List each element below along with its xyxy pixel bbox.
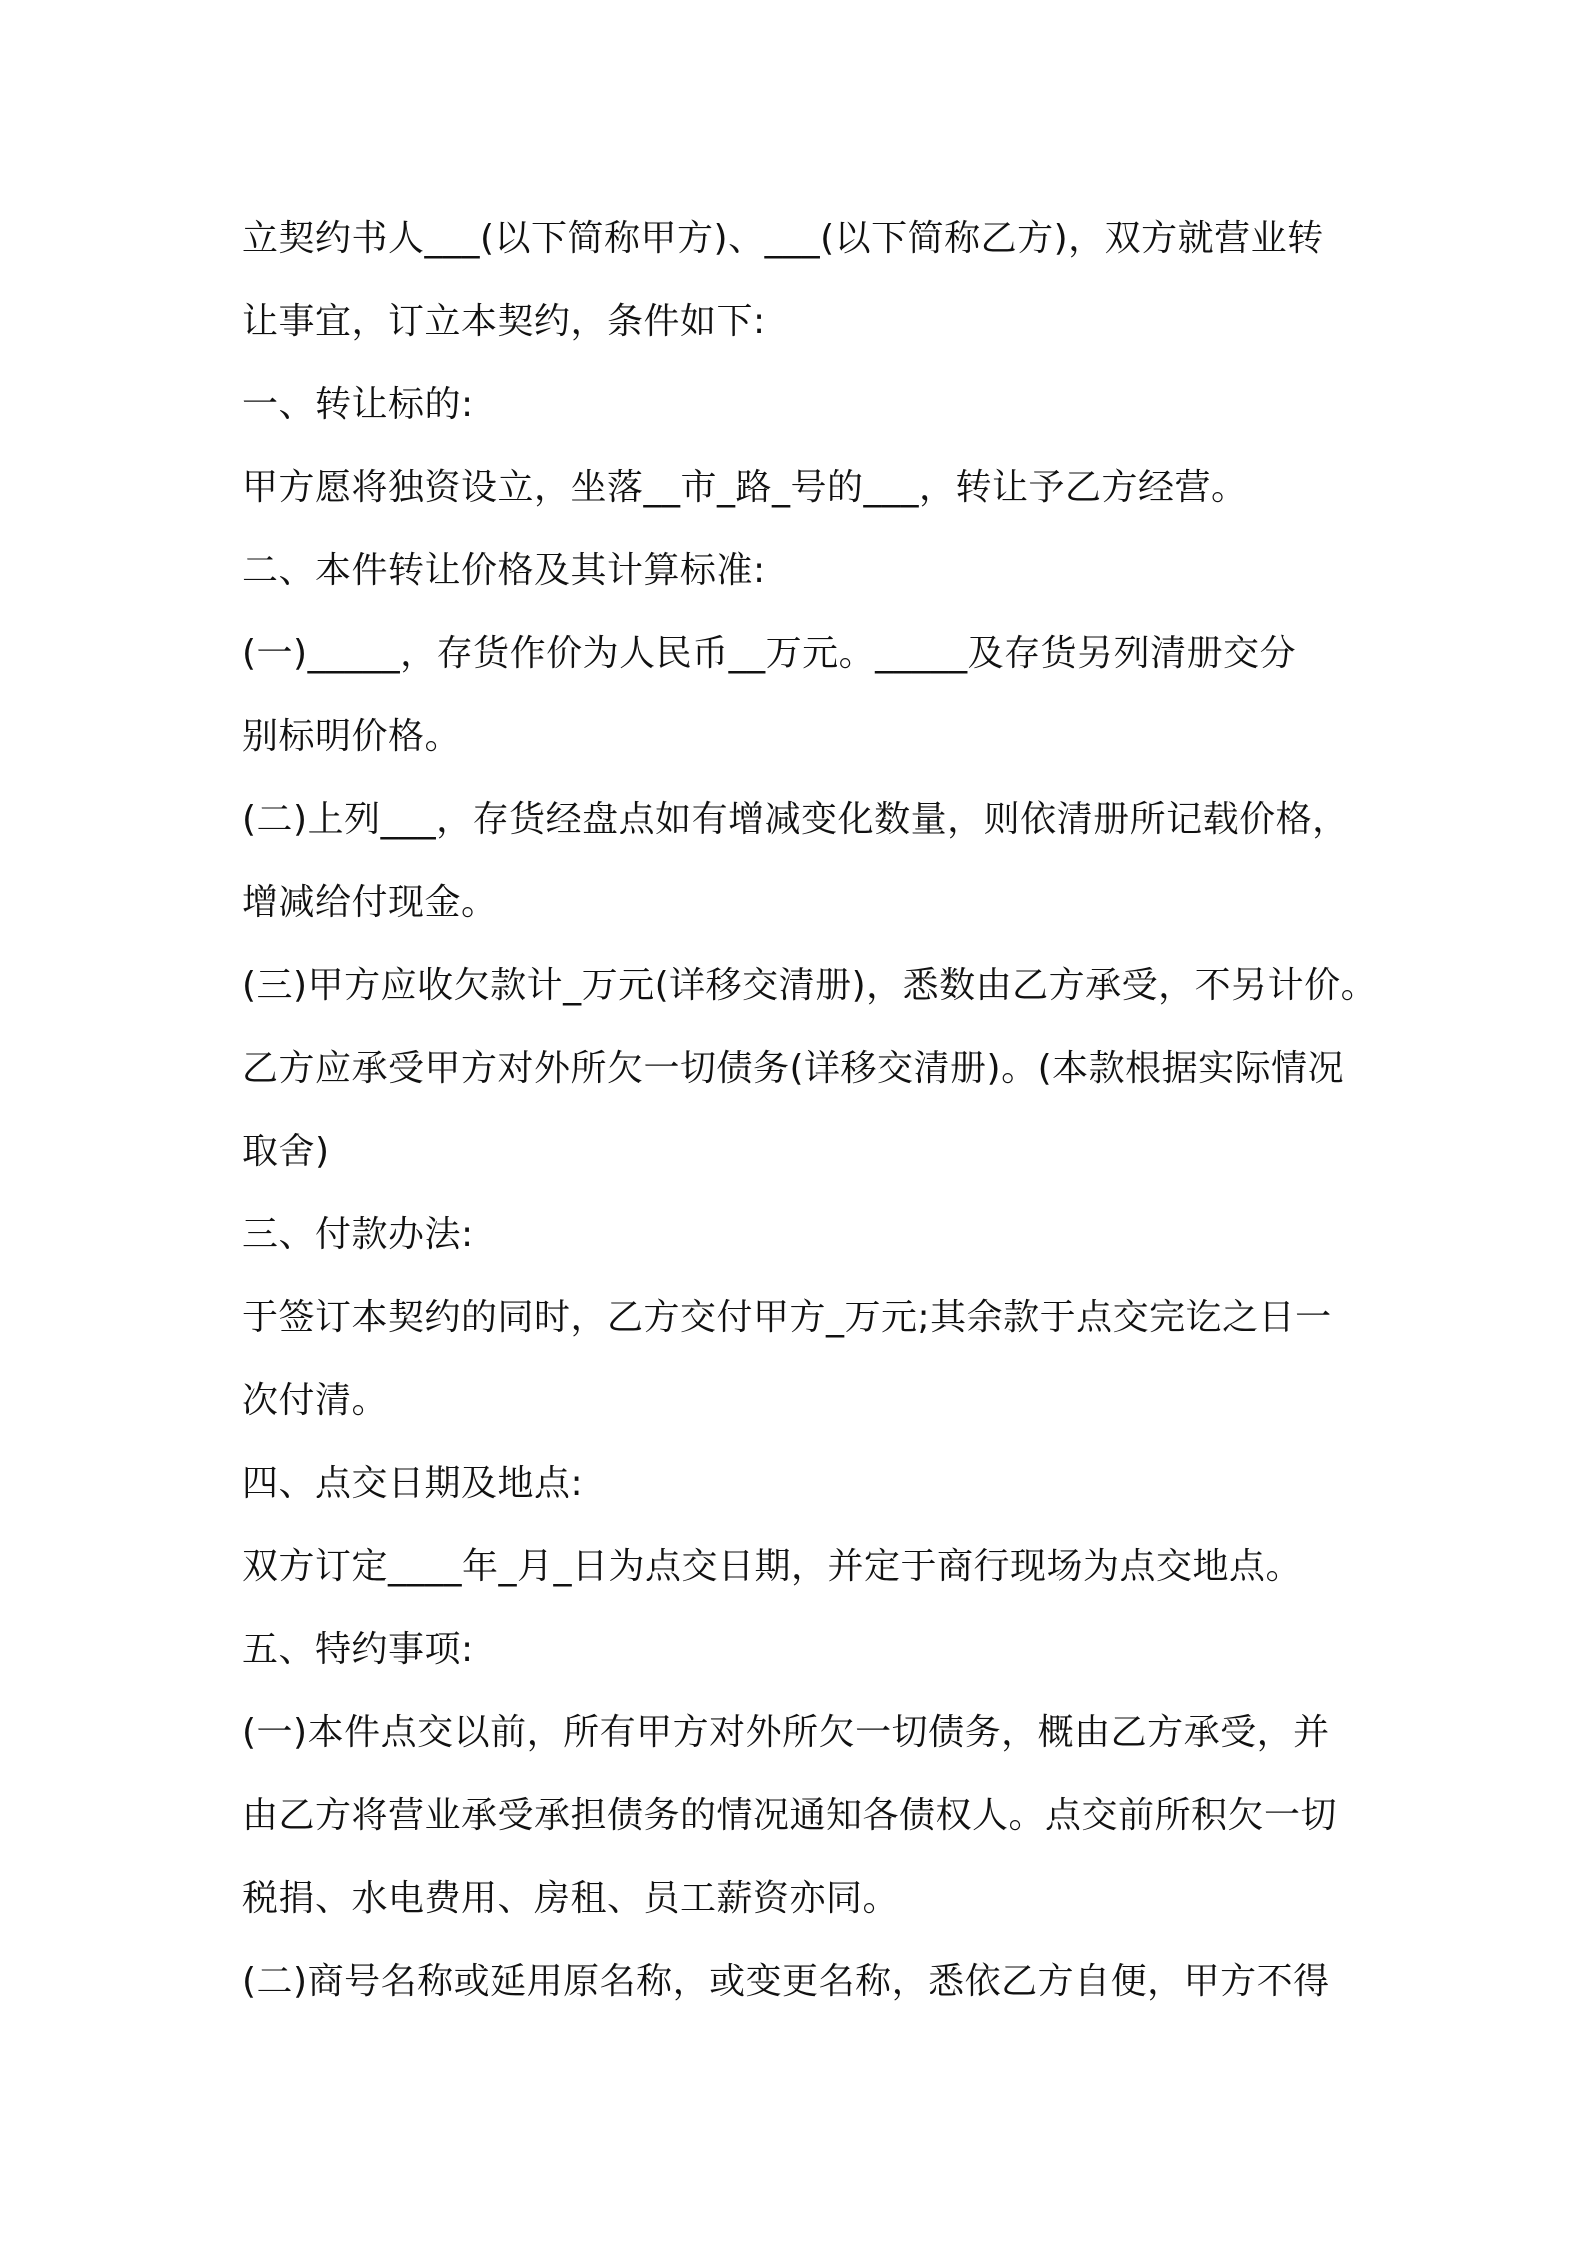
section-heading: 三、付款办法: [242, 1214, 474, 1255]
section-heading: 一、转让标的: [242, 384, 474, 425]
contract-line: (一)_____，存货作价为人民币__万元。_____及存货另列清册交分 [242, 633, 1297, 674]
contract-line: 甲方愿将独资设立，坐落__市_路_号的___，转让予乙方经营。 [242, 467, 1248, 508]
contract-line: 增减给付现金。 [242, 882, 498, 923]
contract-line: (二)商号名称或延用原名称，或变更名称，悉依乙方自便，甲方不得 [242, 1961, 1330, 2002]
contract-line: (一)本件点交以前，所有甲方对外所欠一切债务，概由乙方承受，并 [242, 1712, 1330, 1753]
contract-line: 让事宜，订立本契约，条件如下: [242, 301, 766, 342]
contract-line: (二)上列___，存货经盘点如有增减变化数量，则依清册所记载价格， [242, 799, 1349, 840]
contract-line: 税捐、水电费用、房租、员工薪资亦同。 [242, 1878, 900, 1919]
contract-line: 乙方应承受甲方对外所欠一切债务(详移交清册)。(本款根据实际情况 [242, 1048, 1345, 1089]
section-heading: 四、点交日期及地点: [242, 1463, 584, 1504]
contract-line: 双方订定____年_月_日为点交日期，并定于商行现场为点交地点。 [242, 1546, 1303, 1587]
contract-line: 别标明价格。 [242, 716, 462, 757]
section-heading: 五、特约事项: [242, 1629, 474, 1670]
contract-line: (三)甲方应收欠款计_万元(详移交清册)，悉数由乙方承受，不另计价。 [242, 965, 1378, 1006]
contract-line: 取舍) [242, 1131, 330, 1172]
contract-line: 立契约书人___(以下简称甲方)、___(以下简称乙方)，双方就营业转 [242, 218, 1324, 259]
contract-line: 次付清。 [242, 1380, 389, 1421]
contract-line: 由乙方将营业承受承担债务的情况通知各债权人。点交前所积欠一切 [242, 1795, 1338, 1836]
section-heading: 二、本件转让价格及其计算标准: [242, 550, 766, 591]
contract-body [242, 197, 1378, 2023]
contract-line: 于签订本契约的同时，乙方交付甲方_万元;其余款于点交完讫之日一 [242, 1297, 1332, 1338]
